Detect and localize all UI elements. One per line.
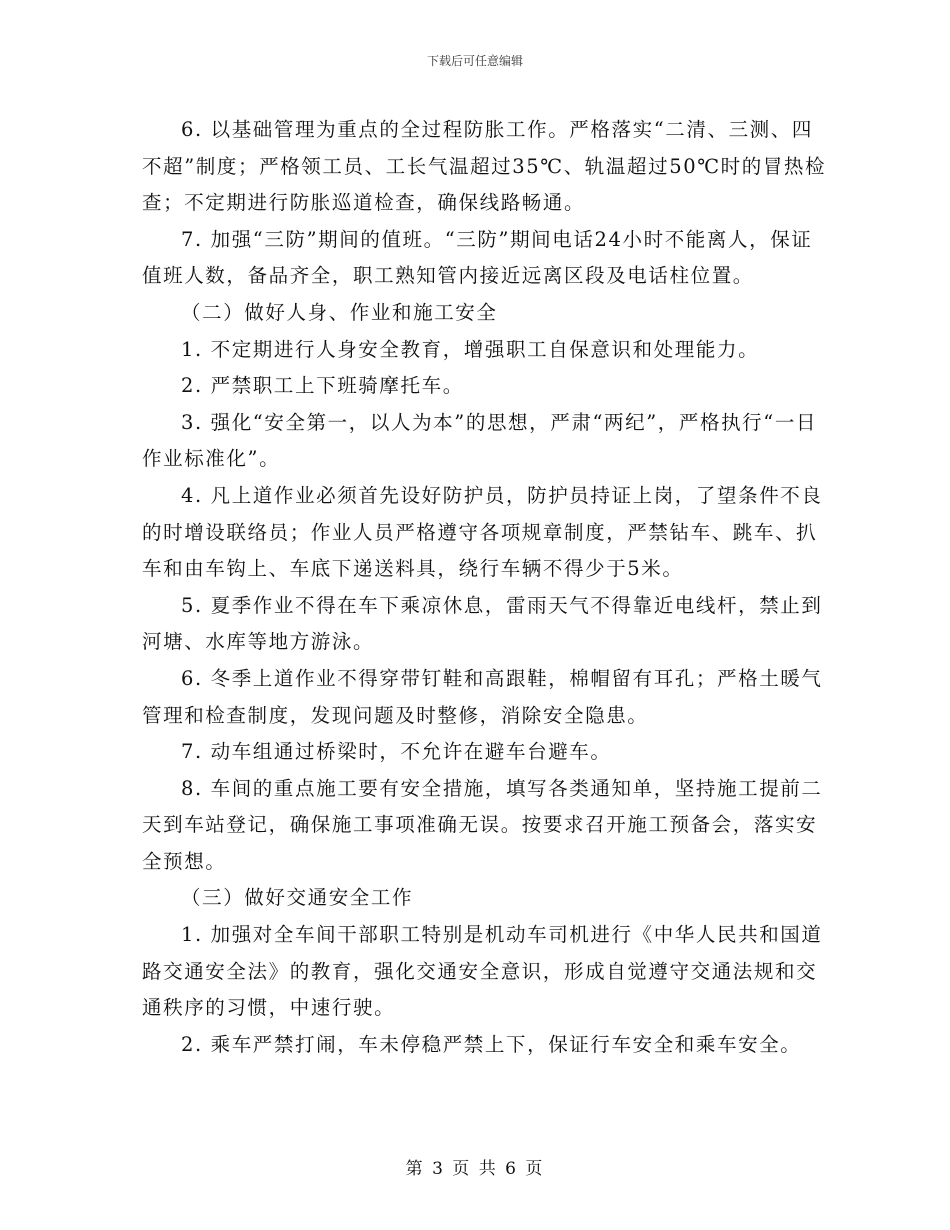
paragraph: 2. 严禁职工上下班骑摩托车。 <box>181 374 464 398</box>
paragraph: 6. 冬季上道作业不得穿带钉鞋和高跟鞋，棉帽留有耳孔；严格土暖气管理和检查制度，发现问题及时整修，消除安全隐患。 <box>142 666 823 727</box>
page-number: 第 3 页 共 6 页 <box>405 1159 545 1179</box>
paragraph: 7. 动车组通过桥梁时，不允许在避车台避车。 <box>181 740 612 764</box>
paragraph: 4. 凡上道作业必须首先设好防护员，防护员持证上岗，了望条件不良的时增设联络员；作业人员严格遵守各项规章制度，严禁钻车、跳车、扒车和由车钩上、车底下递送料具，绕行车辆不得少于5米。 <box>142 483 823 581</box>
section-heading: （二）做好人身、作业和施工安全 <box>181 300 498 324</box>
paragraph: 1. 加强对全车间干部职工特别是机动车司机进行《中华人民共和国道路交通安全法》的教育，强化交通安全意识，形成自觉遵守交通法规和交通秩序的习惯，中速行驶。 <box>142 923 823 1020</box>
paragraph: 7. 加强“三防”期间的值班。“三防”期间电话24小时不能离人，保证值班人数，备品齐全，职工熟知管内接近远离区段及电话柱位置。 <box>142 227 813 288</box>
paragraph: 6. 以基础管理为重点的全过程防胀工作。严格落实“二清、三测、四不超”制度；严格领工员、工长气温超过35℃、轨温超过50℃时的冒热检查；不定期进行防胀巡道检查，确保线路畅通。 <box>142 118 827 215</box>
paragraph: 8. 车间的重点施工要有安全措施，填写各类通知单，坚持施工提前二天到车站登记，确保施工事项准确无误。按要求召开施工预备会，落实安全预想。 <box>142 776 823 873</box>
paragraph: 2. 乘车严禁打闹，车未停稳严禁上下，保证行车安全和乘车安全。 <box>181 1032 802 1056</box>
paragraph: 1. 不定期进行人身安全教育，增强职工自保意识和处理能力。 <box>181 337 760 361</box>
paragraph: 5. 夏季作业不得在车下乘凉休息，雷雨天气不得靠近电线杆，禁止到河塘、水库等地方游泳。 <box>142 593 823 654</box>
page-header: 下载后可任意编辑 <box>426 54 523 68</box>
document-body <box>142 112 832 1063</box>
section-heading: （三）做好交通安全工作 <box>181 886 414 910</box>
paragraph: 3. 强化“安全第一，以人为本”的思想，严肃“两纪”，严格执行“一日作业标准化”。 <box>142 410 818 471</box>
